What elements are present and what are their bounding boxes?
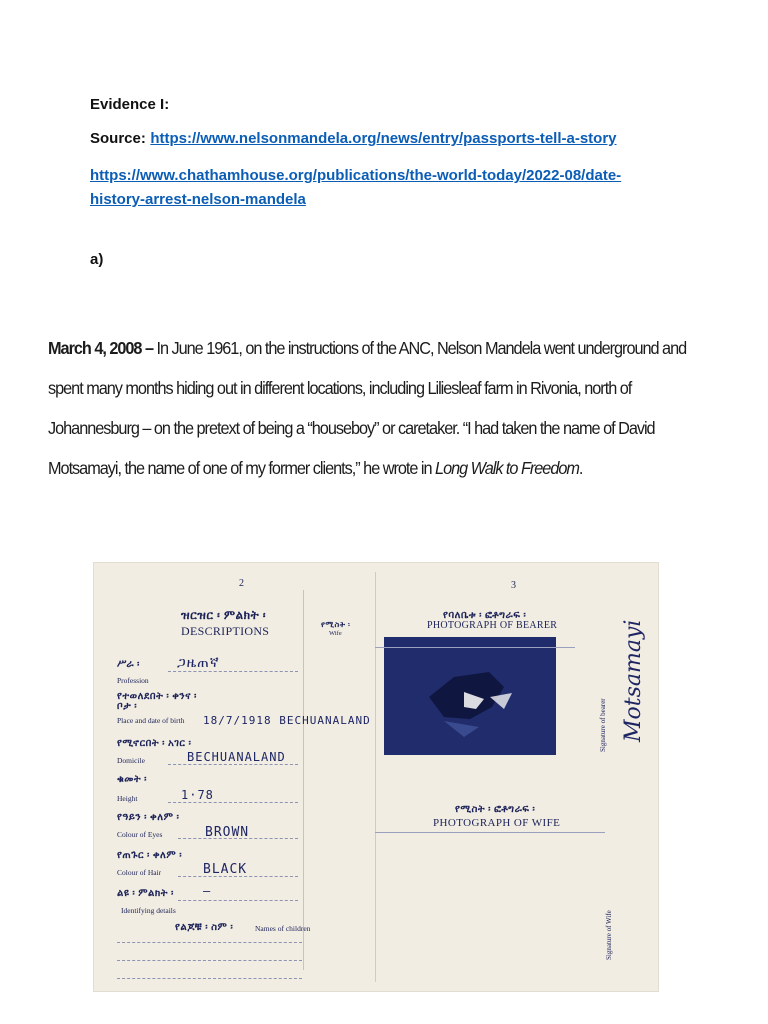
field-height-amharic: ቁመት ፡ — [117, 774, 147, 785]
field-birth-amharic: የተወለደበት ፡ ቀንና ፡ ቦታ ፡ — [117, 691, 197, 712]
field-birth-value: 18/7/1918 BECHUANALAND — [203, 714, 371, 727]
field-domicile-value: BECHUANALAND — [187, 750, 286, 764]
source-link-chathamhouse[interactable] — [90, 164, 621, 212]
dotted-line — [178, 838, 298, 839]
source-label: Source: — [90, 130, 146, 147]
photo-wife-amharic: የሚስት ፡ ፎቶግራፍ ፡ — [455, 804, 536, 815]
dotted-line — [117, 942, 302, 943]
evidence-label: Evidence I: — [90, 96, 170, 113]
passport-image — [93, 562, 659, 992]
children-amharic: የልጆቹ ፡ ስም ፡ — [175, 922, 234, 933]
passport-ruled-line — [375, 832, 605, 833]
field-height-label: Height — [117, 794, 138, 803]
page-number-left: 2 — [239, 578, 244, 589]
passport-fold — [375, 572, 376, 982]
dotted-line — [117, 960, 302, 961]
bearer-photo-image — [384, 637, 556, 755]
wife-heading: Wife — [329, 630, 342, 637]
dotted-line — [168, 764, 298, 765]
page-number-right: 3 — [511, 580, 516, 591]
signature-bearer-label: Signature of bearer — [599, 698, 607, 752]
field-profession-label: Profession — [117, 676, 149, 685]
descriptions-amharic: ዝርዝር ፡ ምልክት ፡ — [181, 608, 267, 622]
bearer-signature: Motsamayi — [621, 619, 646, 742]
field-profession-amharic: ሥራ ፡ — [117, 659, 140, 670]
field-domicile-amharic: የሚኖርበት ፡ አገር ፡ — [117, 738, 192, 749]
dotted-line — [168, 802, 298, 803]
field-eyes-value: BROWN — [205, 825, 250, 840]
excerpt-text: In June 1961, on the instructions of the ANC, Nelson Mandela went underground and spent many months hiding out in different locations, including Liliesleaf farm in Rivonia, north of Johannesburg – on the pretext of being a “houseboy” or caretaker. “I had taken the name of David Motsamayi, the name of one of my former clients,” he wrote in — [48, 338, 687, 478]
field-eyes-amharic: የዓይን ፡ ቀለም ፡ — [117, 812, 180, 823]
photo-bearer-heading: PHOTOGRAPH OF BEARER — [427, 620, 558, 631]
field-identifying-amharic: ልዩ ፡ ምልክት ፡ — [117, 888, 174, 899]
wife-amharic: የሚስት ፡ — [321, 620, 351, 629]
passport-column-divider — [303, 590, 304, 970]
children-label: Names of children — [255, 924, 311, 933]
excerpt-date: March 4, 2008 – — [48, 338, 153, 358]
source-line — [90, 130, 617, 148]
field-birth-label: Place and date of birth — [117, 716, 185, 725]
passport-ruled-line — [375, 647, 575, 648]
descriptions-heading: DESCRIPTIONS — [181, 624, 270, 638]
dotted-line — [168, 671, 298, 672]
signature-wife-label: Signature of Wife — [605, 910, 613, 960]
excerpt-paragraph — [48, 328, 690, 488]
excerpt-book-title: Long Walk to Freedom — [435, 458, 579, 478]
bearer-photograph — [384, 637, 556, 755]
field-hair-label: Colour of Hair — [117, 868, 162, 877]
source-link-chathamhouse-line1[interactable]: https://www.chathamhouse.org/publications/the-world-today/2022-08/date- — [90, 167, 622, 184]
photo-wife-heading: PHOTOGRAPH OF WIFE — [433, 817, 561, 829]
dotted-line — [178, 900, 298, 901]
field-hair-value: BLACK — [203, 862, 248, 877]
field-eyes-label: Colour of Eyes — [117, 830, 163, 839]
field-identifying-value: — — [203, 884, 212, 898]
dotted-line — [117, 978, 302, 979]
field-hair-amharic: የጠጉር ፡ ቀለም ፡ — [117, 850, 183, 861]
source-link-chathamhouse-line2[interactable]: history-arrest-nelson-mandela — [90, 191, 306, 208]
photo-bearer-amharic: የባለቤቱ ፡ ፎቶግራፍ ፡ — [443, 610, 527, 621]
field-identifying-label: Identifying details — [121, 906, 176, 915]
excerpt-end: . — [578, 458, 583, 478]
field-domicile-label: Domicile — [117, 756, 145, 765]
dotted-line — [178, 876, 298, 877]
field-height-value: 1·78 — [181, 788, 214, 802]
field-profession-value: ጋዜጠኛ — [177, 655, 220, 671]
source-link-nelsonmandela[interactable]: https://www.nelsonmandela.org/news/entry/passports-tell-a-story — [150, 130, 617, 147]
part-label: a) — [90, 251, 104, 268]
